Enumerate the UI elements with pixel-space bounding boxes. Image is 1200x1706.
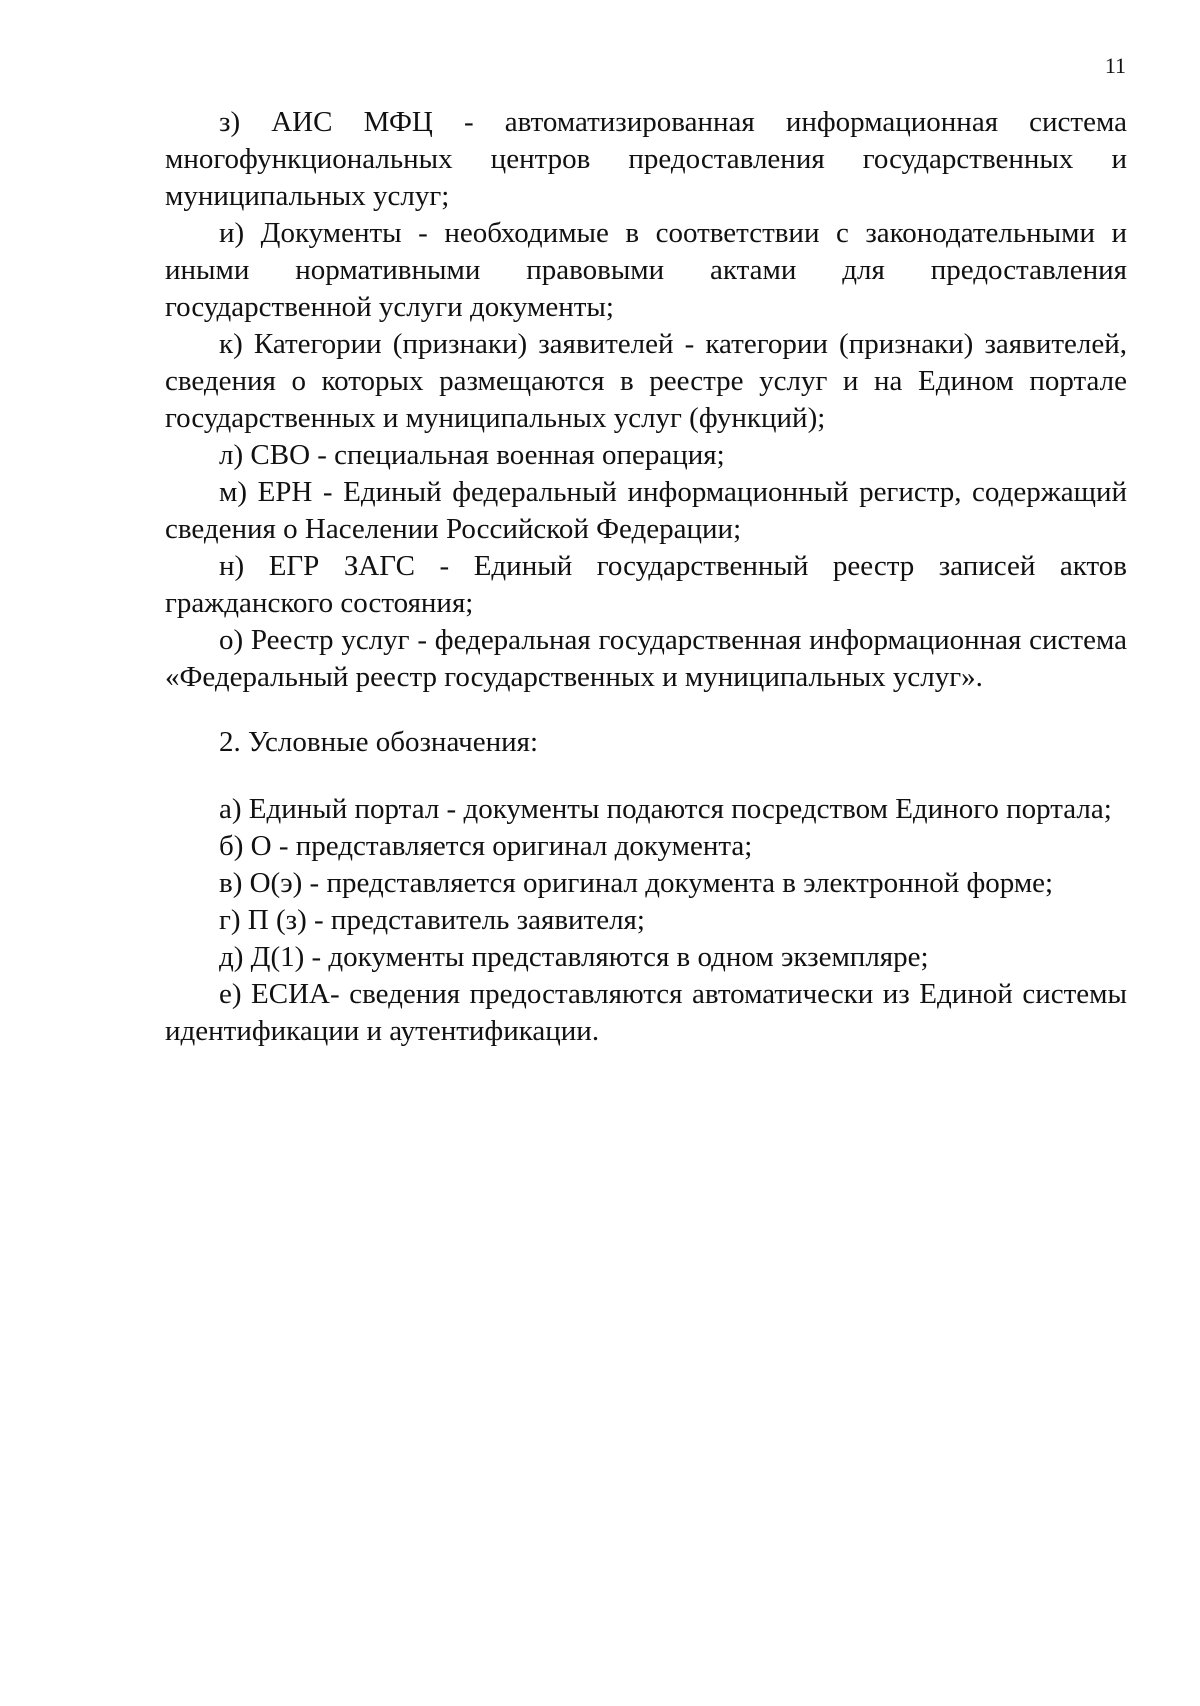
definition-z: з) АИС МФЦ - автоматизированная информационная система многофункциональных центров предоставления государственных и муниципальных услуг; xyxy=(165,106,1127,212)
section-heading: 2. Условные обозначения: xyxy=(219,726,539,758)
symbol-a: а) Единый портал - документы подаются посредством Единого портала; xyxy=(219,793,1112,825)
definition-m: м) ЕРН - Единый федеральный информационный регистр, содержащий сведения о Населении Российской Федерации; xyxy=(165,476,1127,545)
symbol-d: д) Д(1) - документы представляются в одном экземпляре; xyxy=(219,941,929,973)
definition-n: н) ЕГР ЗАГС - Единый государственный реестр записей актов гражданского состояния; xyxy=(165,550,1127,619)
definition-o: о) Реестр услуг - федеральная государственная информационная система «Федеральный реестр государственных и муниципальных услуг». xyxy=(165,624,1127,693)
definition-l: л) СВО - специальная военная операция; xyxy=(219,439,725,471)
definition-k: к) Категории (признаки) заявителей - категории (признаки) заявителей, сведения о которых размещаются в реестре услуг и на Едином портале государственных и муниципальных услуг (функций); xyxy=(165,328,1127,434)
symbol-b: б) О - представляется оригинал документа; xyxy=(219,830,753,862)
page-number: 11 xyxy=(1104,53,1126,78)
symbol-e: е) ЕСИА- сведения предоставляются автоматически из Единой системы идентификации и аутентификации. xyxy=(165,978,1127,1047)
symbol-v: в) О(э) - представляется оригинал документа в электронной форме; xyxy=(219,867,1054,899)
symbol-g: г) П (з) - представитель заявителя; xyxy=(219,904,645,936)
definition-i: и) Документы - необходимые в соответствии с законодательными и иными нормативными правовыми актами для предоставления государственной услуги документы; xyxy=(165,217,1127,323)
document-body xyxy=(165,104,1127,1050)
